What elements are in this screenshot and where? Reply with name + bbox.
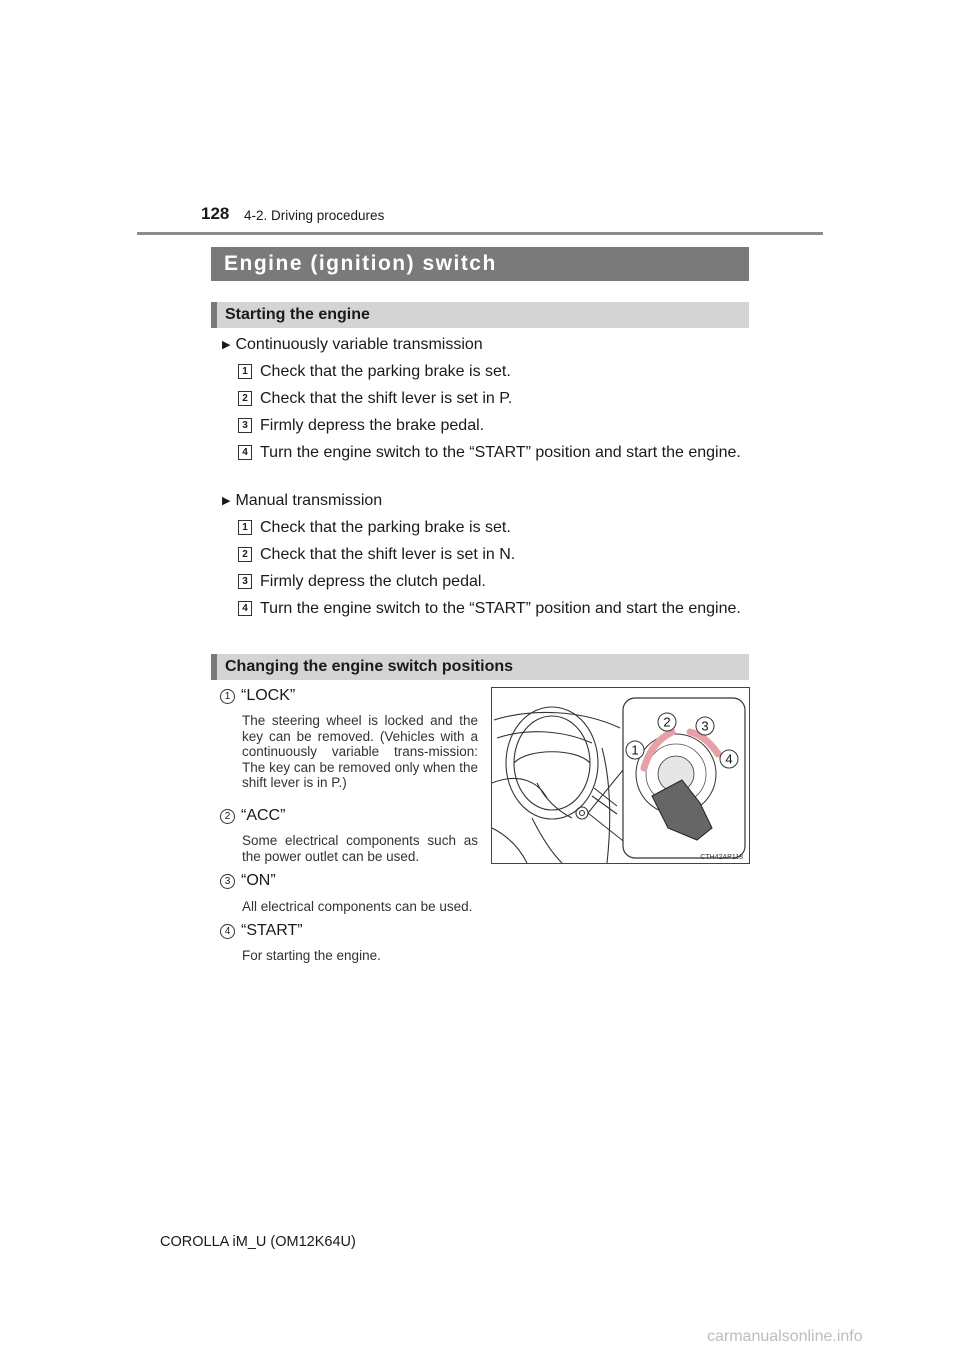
step-item — [238, 358, 747, 385]
watermark: carmanualsonline.info — [707, 1328, 863, 1345]
step-item — [238, 568, 747, 595]
bullet-label: Continuously variable transmission — [235, 336, 483, 353]
step-text: Turn the engine switch to the “START” position and start the engine. — [260, 600, 741, 617]
position-description: For starting the engine. — [242, 948, 381, 963]
subheading-starting: Starting the engine — [211, 302, 749, 328]
bullet-cvt — [222, 334, 483, 357]
header-rule — [137, 232, 823, 235]
dashboard-illustration — [492, 688, 749, 863]
step-number: 3 — [238, 418, 252, 433]
breadcrumb: 4-2. Driving procedures — [244, 208, 385, 223]
step-number: 4 — [238, 445, 252, 460]
step-item — [238, 412, 747, 439]
position-label: “ON” — [241, 872, 276, 889]
position-label: “START” — [241, 922, 303, 939]
callout-number: 4 — [725, 751, 733, 767]
step-item — [238, 439, 747, 466]
step-text: Check that the parking brake is set. — [260, 363, 511, 380]
page-number: 128 — [201, 204, 230, 223]
figure-code: CTH42AP118 — [700, 854, 743, 861]
subheading-positions: Changing the engine switch positions — [211, 654, 749, 680]
triangle-bullet-icon: ▶ — [222, 495, 231, 507]
dashboard-lines — [492, 707, 620, 863]
position-label: “ACC” — [241, 807, 286, 824]
callout-number: 2 — [663, 714, 671, 730]
position-number: 2 — [220, 809, 235, 824]
step-number: 1 — [238, 364, 252, 379]
step-number: 4 — [238, 601, 252, 616]
step-item — [238, 514, 747, 541]
position-label: “LOCK” — [241, 687, 296, 704]
step-text: Firmly depress the brake pedal. — [260, 417, 485, 434]
bullet-label: Manual transmission — [235, 492, 383, 509]
position-description: All electrical components can be used. — [242, 899, 473, 914]
position-description: The steering wheel is locked and the key can be removed. (Vehicles with a continuously variable trans-mission: The key can be removed only when the shift lever is in P.) — [242, 713, 478, 790]
position-description: Some electrical components such as the power outlet can be used. — [242, 833, 478, 864]
section-title: Engine (ignition) switch — [211, 247, 749, 281]
step-item — [238, 541, 747, 568]
ignition-switch-figure — [491, 687, 750, 864]
step-text: Check that the shift lever is set in P. — [260, 390, 513, 407]
step-item — [238, 385, 747, 412]
position-number: 3 — [220, 874, 235, 889]
step-text: Check that the shift lever is set in N. — [260, 546, 516, 563]
callout-number: 1 — [631, 742, 639, 758]
step-number: 2 — [238, 547, 252, 562]
step-text: Turn the engine switch to the “START” position and start the engine. — [260, 444, 741, 461]
bullet-manual — [222, 490, 382, 513]
step-text: Firmly depress the clutch pedal. — [260, 573, 486, 590]
step-number: 3 — [238, 574, 252, 589]
callout-number: 3 — [701, 718, 709, 734]
triangle-bullet-icon: ▶ — [222, 339, 231, 351]
step-item — [238, 595, 747, 622]
position-number: 1 — [220, 689, 235, 704]
step-text: Check that the parking brake is set. — [260, 519, 511, 536]
position-number: 4 — [220, 924, 235, 939]
step-number: 1 — [238, 520, 252, 535]
step-number: 2 — [238, 391, 252, 406]
footer-model: COROLLA iM_U (OM12K64U) — [160, 1234, 356, 1250]
